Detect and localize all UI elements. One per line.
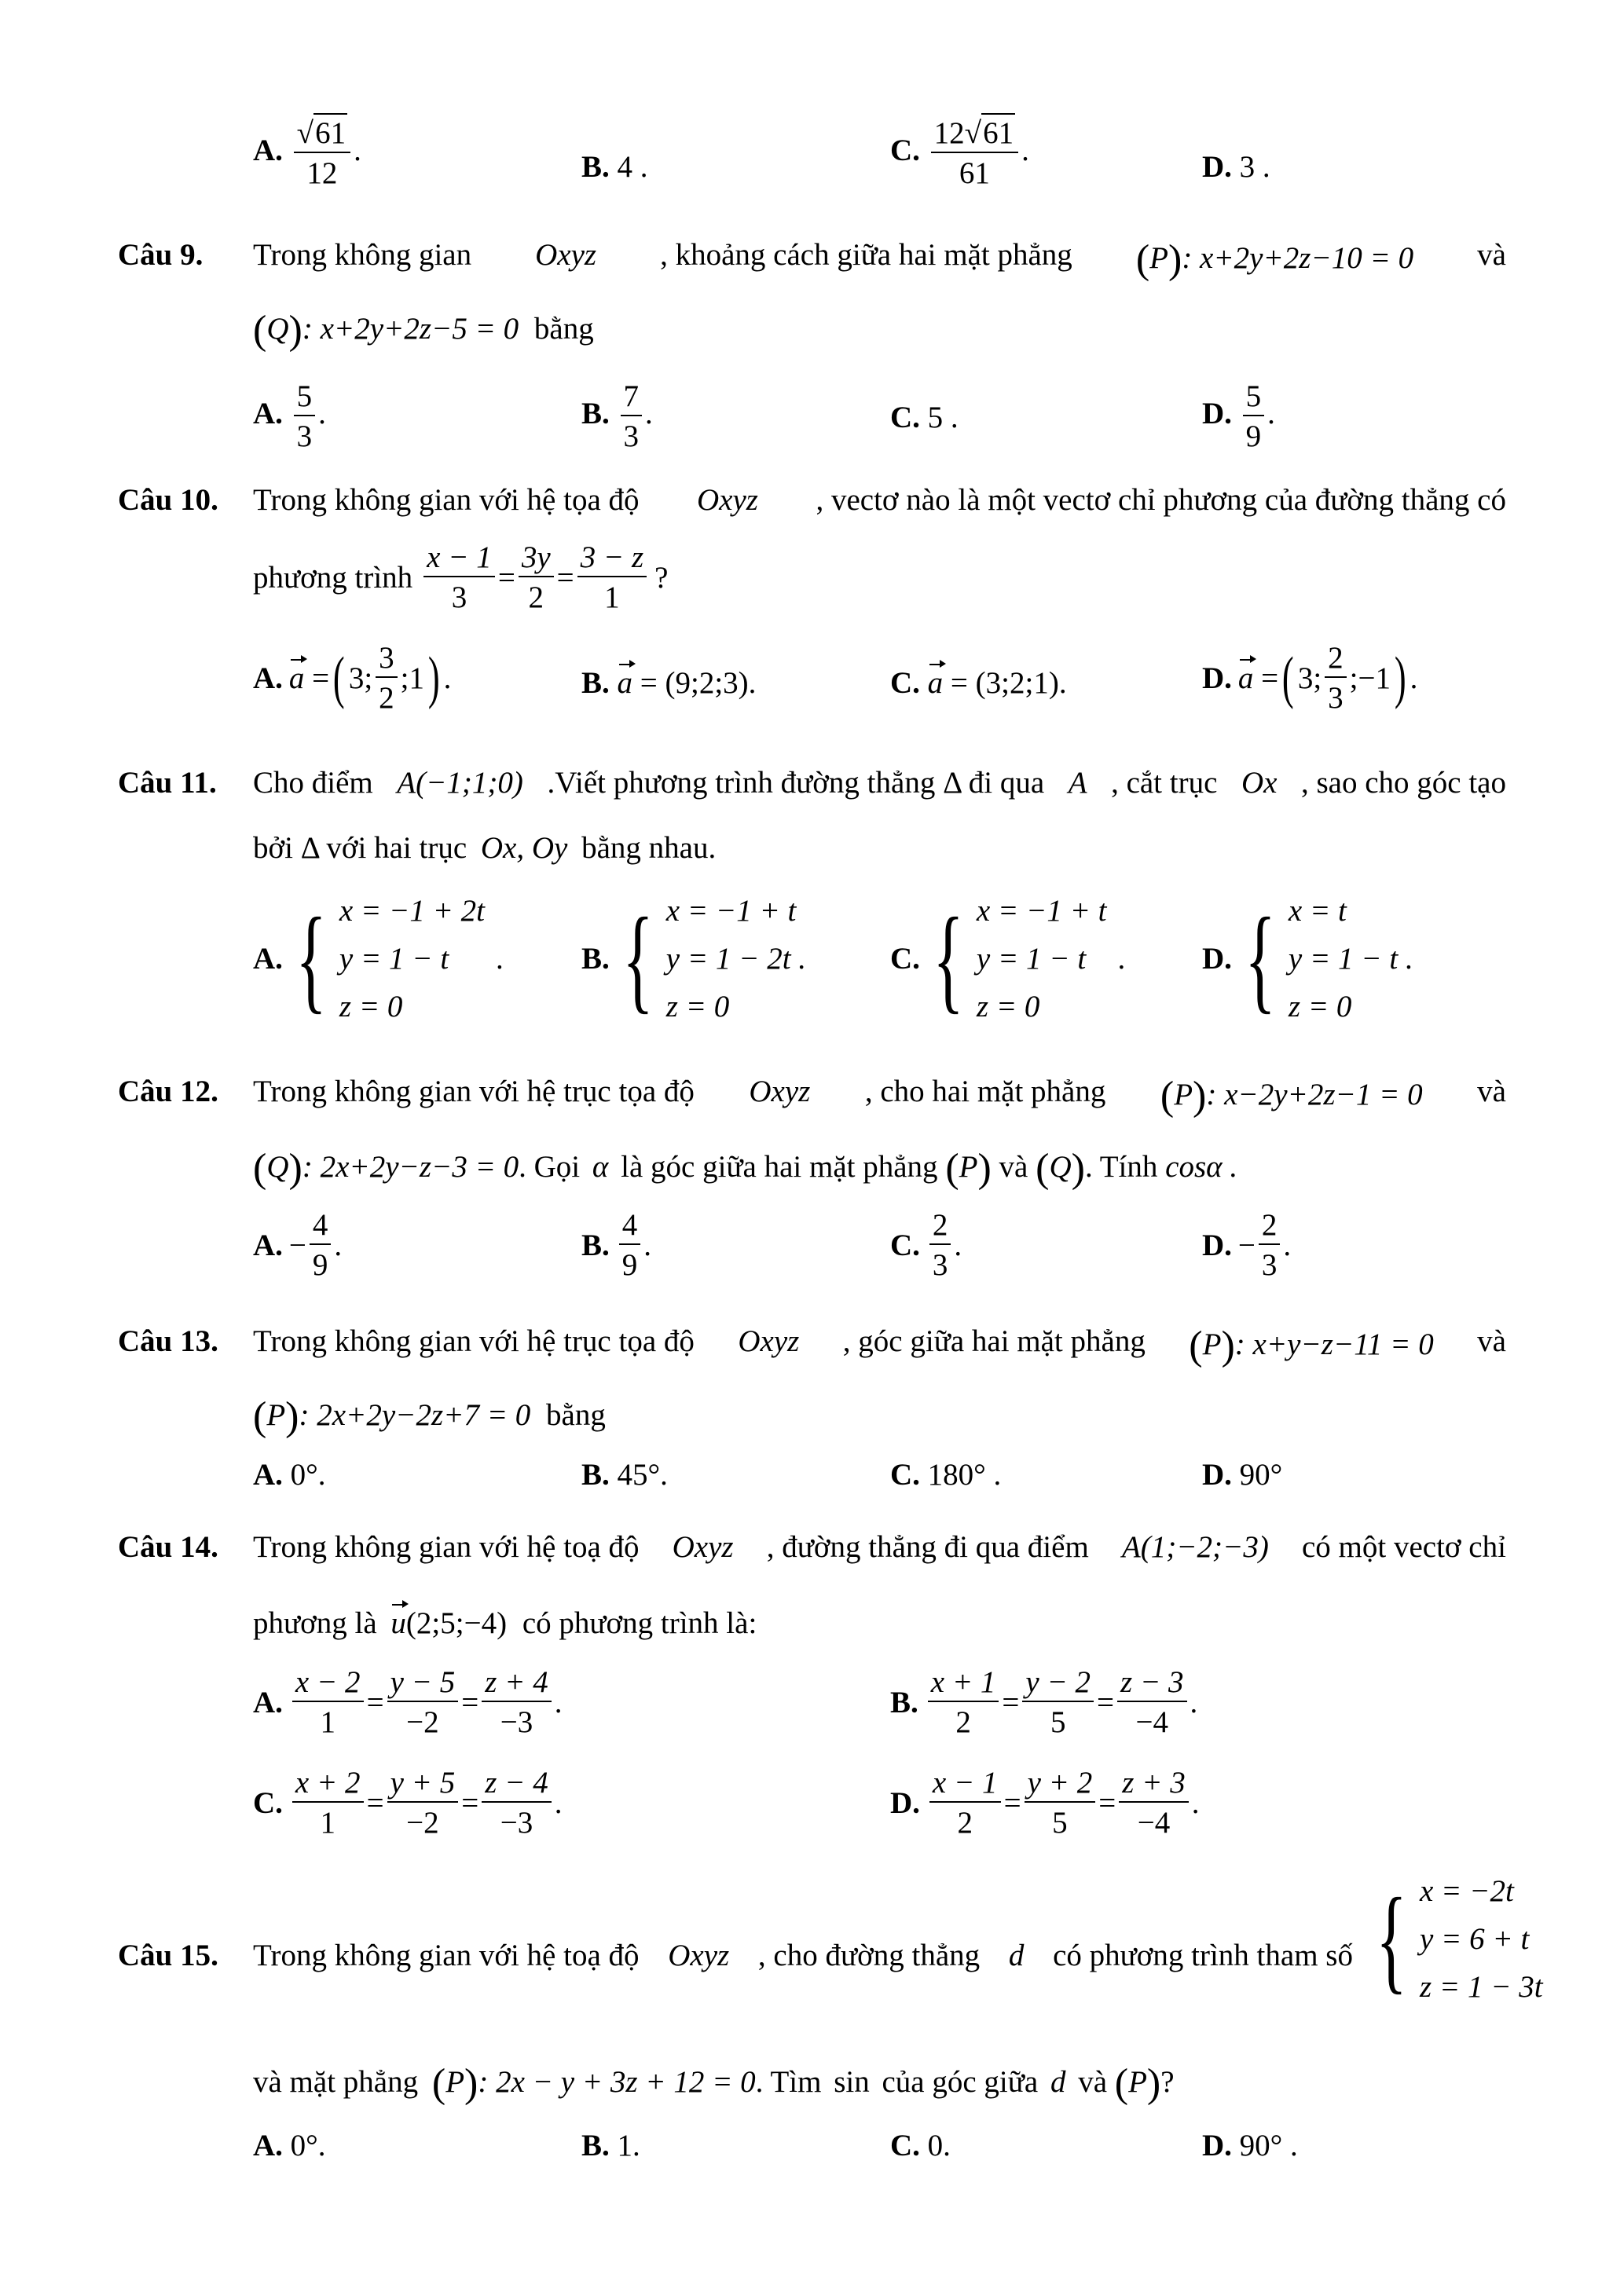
- numerator: 4: [619, 1210, 641, 1245]
- point-name: A: [1068, 766, 1087, 800]
- equation-system: [339, 895, 485, 1022]
- numerator: z + 3: [1119, 1767, 1189, 1803]
- punctuation: .: [354, 133, 361, 167]
- axis-name: Ox: [1241, 766, 1278, 800]
- punctuation: .: [1267, 396, 1275, 430]
- left-brace: {: [295, 893, 327, 1024]
- stem-text: , cho hai mặt phẳng: [864, 1075, 1106, 1108]
- stem-text: Trong không gian với hệ toạ độ: [253, 1939, 640, 1972]
- equation-system: [1420, 1876, 1543, 2002]
- option-label: C.: [890, 1228, 920, 1262]
- equation-row: x = −1 + 2t: [339, 894, 486, 928]
- denominator: 5: [1050, 1705, 1066, 1739]
- equals: =: [1097, 1685, 1115, 1719]
- equation-row: z = 0: [339, 990, 403, 1023]
- option-label: A.: [253, 1458, 283, 1492]
- stem-text: Trong không gian: [253, 238, 472, 272]
- component: ;−1: [1349, 661, 1391, 695]
- equation-row: y = 1 − t: [976, 942, 1087, 976]
- stem-text: , sao cho góc tạo: [1300, 766, 1506, 800]
- plane-name: P: [266, 1398, 286, 1432]
- equation-row: x = −2t: [1420, 1874, 1514, 1908]
- option-value: (9;2;3): [665, 666, 749, 700]
- option-value: 90°: [1239, 1458, 1283, 1492]
- equation-row: y = 1 − 2t .: [665, 942, 807, 976]
- component: ;1: [400, 661, 425, 695]
- q15-option-a: [253, 2130, 326, 2161]
- equals: =: [1003, 1785, 1021, 1820]
- option-label: D.: [1202, 150, 1232, 184]
- option-label: B.: [890, 1685, 918, 1719]
- q10-option-c: C. a = (3;2;1).: [890, 666, 1067, 700]
- option-label: D.: [1202, 661, 1232, 695]
- stem-text: . Gọi: [519, 1150, 581, 1184]
- q12-stem-line2: (Q): 2x+2y−z−3 = 0. Gọi α là góc giữa hai mặt phẳng (P) và (Q). Tính cosα .: [253, 1146, 1238, 1191]
- stem-text: .Viết phương trình đường thẳng Δ đi qua: [547, 766, 1045, 800]
- component: 3;: [348, 661, 373, 695]
- sqrt-value: 61: [981, 113, 1015, 150]
- q9-label: Câu 9.: [118, 238, 203, 272]
- denominator: −4: [1137, 1806, 1171, 1840]
- stem-text: là góc giữa hai mặt phẳng: [621, 1150, 938, 1184]
- vector-symbol: a: [617, 666, 633, 700]
- q12-option-c: [890, 1210, 962, 1280]
- q8-option-a: A. $\frac{√61}{12}$ .: [253, 118, 361, 189]
- q13-stem-line1: [253, 1326, 1506, 1367]
- q15-option-b: [581, 2130, 640, 2161]
- denominator: 3: [1261, 1248, 1278, 1282]
- option-value: 1.: [617, 2129, 640, 2162]
- q12-stem-line1: [253, 1076, 1506, 1117]
- q10-stem-line1: [253, 485, 1506, 515]
- vector-symbol: u: [390, 1606, 406, 1640]
- stem-text: , cho đường thẳng: [757, 1939, 981, 1972]
- option-label: A.: [253, 1228, 283, 1262]
- q13-option-d: [1202, 1459, 1282, 1490]
- denominator: 9: [1245, 419, 1262, 453]
- equation-row: x = t: [1288, 894, 1347, 928]
- q11-option-b: [581, 895, 806, 1022]
- stem-text: Trong không gian với hệ toạ độ: [253, 1530, 640, 1564]
- coordinate-system: Oxyz: [668, 1939, 730, 1972]
- question-mark: ?: [1160, 2065, 1175, 2099]
- equation: : 2x+2y−z−3 = 0: [302, 1150, 519, 1184]
- numerator: 3y: [519, 542, 554, 577]
- left-brace: {: [621, 893, 654, 1024]
- numerator: z + 4: [482, 1667, 552, 1702]
- numerator: x − 1: [929, 1767, 1001, 1803]
- option-value: 180° .: [927, 1458, 1002, 1492]
- option-label: C.: [890, 133, 920, 167]
- denominator: 3: [296, 419, 313, 453]
- stem-text: và: [1477, 238, 1506, 272]
- stem-text: Trong không gian với hệ trục tọa độ: [253, 1075, 695, 1108]
- stem-text: , góc giữa hai mặt phẳng: [842, 1324, 1146, 1358]
- numerator: x + 2: [292, 1767, 364, 1803]
- plane-name: Q: [1049, 1150, 1072, 1184]
- q14-stem-line1: [253, 1532, 1506, 1562]
- punctuation: .: [318, 396, 326, 430]
- option-label: C.: [890, 2129, 920, 2162]
- equation-row: y = 1 − t .: [1288, 942, 1413, 976]
- numerator: 4: [310, 1210, 332, 1245]
- option-label: A.: [253, 1685, 283, 1719]
- vector-symbol: a: [927, 666, 944, 700]
- equals: =: [366, 1785, 384, 1820]
- stem-text: và: [1078, 2065, 1107, 2099]
- option-label: C.: [890, 666, 920, 700]
- q15-stem-line1: [253, 1940, 1353, 1971]
- numerator: y + 5: [387, 1767, 459, 1803]
- denominator: 9: [312, 1248, 328, 1282]
- question-mark: ?: [654, 560, 669, 595]
- denominator: 1: [320, 1806, 335, 1840]
- plane-p-equation: (P): x+y−z−11 = 0: [1189, 1324, 1434, 1368]
- plane-p-equation: (P): x+2y+2z−10 = 0: [1135, 237, 1414, 282]
- stem-text: bằng nhau.: [581, 831, 717, 865]
- equals: =: [461, 1685, 479, 1719]
- option-label: D.: [1202, 2129, 1232, 2162]
- q9-option-a: [253, 381, 326, 452]
- point: A(−1;1;0): [397, 766, 523, 800]
- denominator: 3: [623, 419, 640, 453]
- option-value: 45°.: [617, 1458, 668, 1492]
- punctuation: .: [1190, 1685, 1198, 1719]
- q10-option-a: A. a = ( 3; $\frac{3}{2}$ ;1 ) .: [253, 641, 452, 715]
- vector-symbol: a: [1237, 661, 1254, 695]
- punctuation: .: [645, 396, 653, 430]
- equals: =: [461, 1785, 479, 1820]
- q9-stem-line1: [253, 237, 1506, 282]
- plane-name: P: [445, 2065, 465, 2099]
- stem-text: và mặt phẳng: [253, 2065, 419, 2099]
- option-value: 4 .: [617, 150, 648, 184]
- equation: : x+y−z−11 = 0: [1234, 1327, 1434, 1361]
- equation-system: [666, 895, 806, 1022]
- option-label: B.: [581, 942, 610, 976]
- stem-text: và: [999, 1150, 1028, 1184]
- q14-label: Câu 14.: [118, 1530, 218, 1564]
- denominator: 1: [320, 1705, 335, 1739]
- q12-label: Câu 12.: [118, 1075, 218, 1108]
- equation-row: x = −1 + t: [665, 894, 797, 928]
- q11-option-a: [253, 895, 504, 1022]
- denominator: 2: [379, 681, 394, 715]
- punctuation: .: [1410, 661, 1418, 695]
- denominator: 1: [604, 580, 620, 614]
- coordinate-system: Oxyz: [672, 1530, 734, 1564]
- numerator: z − 3: [1117, 1667, 1187, 1702]
- q15-label: Câu 15.: [118, 1939, 218, 1972]
- q13-option-b: [581, 1459, 668, 1490]
- left-brace: {: [1245, 893, 1276, 1024]
- plane-name: P: [959, 1150, 978, 1184]
- vector-symbol: a: [288, 661, 305, 695]
- option-label: B.: [581, 150, 610, 184]
- q9-option-c: [890, 402, 959, 433]
- equation-row: z = 0: [1288, 990, 1352, 1023]
- punctuation: .: [1058, 666, 1067, 700]
- denominator: −3: [500, 1806, 533, 1840]
- equals: =: [497, 560, 515, 595]
- option-label: B.: [581, 1458, 610, 1492]
- equation-row: y = 6 + t: [1420, 1922, 1530, 1956]
- denominator: 3: [451, 580, 467, 614]
- sqrt-value: 61: [313, 113, 347, 150]
- numerator: 2: [1325, 643, 1347, 678]
- stem-text: có phương trình là:: [522, 1606, 757, 1640]
- equals: =: [556, 560, 574, 595]
- plane-name: Q: [266, 1150, 289, 1184]
- stem-text: của góc giữa: [882, 2065, 1039, 2099]
- stem-text: . Tìm: [755, 2065, 822, 2099]
- stem-text: Cho điểm: [253, 766, 373, 800]
- q8-option-b: [581, 152, 648, 182]
- q13-option-a: [253, 1459, 326, 1490]
- punctuation: .: [643, 1228, 652, 1262]
- plane-name: P: [1149, 241, 1168, 275]
- stem-text: , khoảng cách giữa hai mặt phẳng: [660, 238, 1072, 272]
- option-label: D.: [890, 1785, 920, 1820]
- option-value: 0°.: [290, 2129, 326, 2162]
- cos-alpha: cosα .: [1165, 1150, 1238, 1184]
- stem-text: phương là: [253, 1606, 377, 1640]
- q11-stem-line2: [253, 833, 716, 863]
- stem-text: Trong không gian với hệ trục tọa độ: [253, 1324, 695, 1358]
- numerator: 5: [294, 381, 316, 416]
- punctuation: .: [554, 1685, 563, 1719]
- option-label: B.: [581, 1228, 610, 1262]
- q8-option-d: [1202, 152, 1270, 182]
- denominator: 3: [932, 1248, 948, 1282]
- q10-option-d: D. a = ( 3; $\frac{2}{3}$ ;−1 ) .: [1202, 641, 1418, 715]
- equals: =: [1002, 1685, 1020, 1719]
- line-name: d: [1050, 2065, 1066, 2099]
- numerator: 2: [929, 1210, 951, 1245]
- numerator: x − 1: [423, 542, 495, 577]
- q14-option-b: [890, 1667, 1197, 1738]
- numerator: z − 4: [482, 1767, 552, 1803]
- option-value: (3;2;1): [975, 666, 1059, 700]
- option-label: B.: [581, 396, 610, 430]
- punctuation: .: [1021, 133, 1029, 167]
- q15-stem-line2: và mặt phẳng (P): 2x − y + 3z + 12 = 0. Tìm sin của góc giữa d và (P)?: [253, 2061, 1175, 2106]
- q11-option-c: [890, 895, 1125, 1022]
- minus-sign: −: [288, 1228, 306, 1262]
- point: A(1;−2;−3): [1121, 1530, 1269, 1564]
- option-label: A.: [253, 396, 283, 430]
- q14-option-a: [253, 1667, 562, 1738]
- equals: =: [1098, 1785, 1116, 1820]
- option-label: B.: [581, 2129, 610, 2162]
- stem-text: , vectơ nào là một vectơ chỉ phương của đường thẳng có: [816, 483, 1506, 517]
- plane-name: P: [1174, 1078, 1193, 1111]
- q14-stem-line2: [253, 1608, 757, 1639]
- q11-label: Câu 11.: [118, 766, 217, 800]
- equation-row: z = 1 − 3t: [1420, 1970, 1543, 2004]
- numerator: y − 2: [1022, 1667, 1094, 1702]
- denominator: −2: [406, 1705, 439, 1739]
- option-label: C.: [890, 942, 920, 976]
- coordinate-system: Oxyz: [535, 238, 597, 272]
- option-label: D.: [1202, 396, 1232, 430]
- q15-option-d: [1202, 2130, 1298, 2161]
- denominator: 12: [306, 156, 338, 190]
- option-label: A.: [253, 2129, 283, 2162]
- q13-option-c: [890, 1459, 1001, 1490]
- option-label: A.: [253, 942, 283, 976]
- vector-components: (2;5;−4): [405, 1606, 508, 1640]
- stem-text: bằng: [533, 312, 594, 346]
- numerator: x + 1: [928, 1667, 999, 1702]
- stem-text: phương trình: [253, 560, 413, 595]
- q12-option-b: [581, 1210, 651, 1280]
- angle-symbol: α: [592, 1150, 609, 1184]
- q11-stem-line1: [253, 767, 1506, 798]
- punctuation: .: [1283, 1228, 1292, 1262]
- punctuation: .: [554, 1785, 563, 1820]
- q12-option-d: [1202, 1210, 1291, 1280]
- equation-row: y = 1 − t: [339, 942, 449, 976]
- numerator: x − 2: [292, 1667, 364, 1702]
- equation-system: [1289, 895, 1413, 1022]
- q10-option-b: B. a = (9;2;3).: [581, 666, 757, 700]
- coefficient: 12: [933, 116, 965, 150]
- q9-option-d: [1202, 381, 1275, 452]
- stem-text: và: [1477, 1075, 1506, 1108]
- numerator: y − 5: [387, 1667, 459, 1702]
- denominator: −4: [1135, 1705, 1169, 1739]
- equation: : 2x − y + 3z + 12 = 0: [478, 2065, 756, 2099]
- stem-text: bằng: [546, 1398, 606, 1432]
- q15-parametric-system: [1363, 1873, 1543, 2005]
- stem-text: có phương trình tham số: [1053, 1939, 1353, 1972]
- equation-row: z = 0: [665, 990, 730, 1023]
- axis-names: Ox, Oy: [480, 831, 568, 865]
- denominator: 61: [959, 156, 990, 190]
- punctuation: .: [1117, 942, 1126, 976]
- numerator: 7: [621, 381, 643, 416]
- option-label: C.: [253, 1785, 283, 1820]
- numerator: 2: [1259, 1210, 1281, 1245]
- numerator: 3 − z: [577, 542, 647, 577]
- denominator: 2: [955, 1705, 971, 1739]
- equation: : 2x+2y−2z+7 = 0: [299, 1398, 531, 1432]
- denominator: 2: [528, 580, 544, 614]
- punctuation: .: [954, 1228, 962, 1262]
- q10-label: Câu 10.: [118, 483, 218, 517]
- option-label: A.: [253, 661, 283, 695]
- minus-sign: −: [1237, 1228, 1256, 1262]
- q13-label: Câu 13.: [118, 1324, 218, 1358]
- sin-function: sin: [834, 2065, 870, 2099]
- punctuation: .: [496, 942, 504, 976]
- option-label: D.: [1202, 1458, 1232, 1492]
- q15-option-c: [890, 2130, 951, 2161]
- q14-option-d: [890, 1767, 1199, 1838]
- punctuation: .: [334, 1228, 343, 1262]
- option-value: 0°.: [290, 1458, 326, 1492]
- equation: : x−2y+2z−1 = 0: [1206, 1078, 1423, 1111]
- stem-text: , đường thẳng đi qua điểm: [766, 1530, 1089, 1564]
- coordinate-system: Oxyz: [697, 483, 758, 517]
- option-value: 0.: [927, 2129, 951, 2162]
- plane-name: P: [1128, 2065, 1147, 2099]
- option-label: C.: [890, 401, 920, 434]
- equation-row: z = 0: [976, 990, 1040, 1023]
- coordinate-system: Oxyz: [738, 1324, 800, 1358]
- q9-stem-line2: (Q): x+2y+2z−5 = 0 bằng: [253, 308, 594, 353]
- left-brace: {: [1376, 1873, 1407, 2005]
- q14-option-c: [253, 1767, 562, 1838]
- equals: =: [366, 1685, 384, 1719]
- denominator: 5: [1052, 1806, 1068, 1840]
- option-value: 90° .: [1239, 2129, 1298, 2162]
- numerator: 3: [376, 643, 398, 678]
- q8-option-c: C. $\frac{12√61}{61}$ .: [890, 118, 1029, 189]
- denominator: 2: [957, 1806, 973, 1840]
- punctuation: .: [1191, 1785, 1200, 1820]
- q13-stem-line2: (P): 2x+2y−2z+7 = 0 bằng: [253, 1394, 606, 1439]
- denominator: 9: [621, 1248, 638, 1282]
- equation-system: [977, 895, 1107, 1022]
- numerator: y + 2: [1025, 1767, 1096, 1803]
- plane-name: Q: [266, 312, 289, 346]
- q12-option-a: [253, 1210, 342, 1280]
- denominator: −3: [500, 1705, 533, 1739]
- q9-option-b: [581, 381, 653, 452]
- left-brace: {: [933, 893, 964, 1024]
- option-label: B.: [581, 666, 610, 700]
- plane-name: P: [1202, 1327, 1222, 1361]
- coordinate-system: Oxyz: [749, 1075, 811, 1108]
- numerator: 5: [1243, 381, 1265, 416]
- q10-stem-line2: [253, 542, 668, 613]
- stem-text: và: [1477, 1324, 1506, 1358]
- option-label: D.: [1202, 942, 1232, 976]
- option-label: C.: [890, 1458, 920, 1492]
- equation: : x+2y+2z−5 = 0: [302, 312, 519, 346]
- equation: : x+2y+2z−10 = 0: [1182, 241, 1414, 275]
- plane-p-equation: (P): x−2y+2z−1 = 0: [1160, 1074, 1423, 1119]
- option-value: 5 .: [927, 401, 959, 434]
- punctuation: .: [748, 666, 757, 700]
- stem-text: , cắt trục: [1111, 766, 1218, 800]
- q11-option-d: [1202, 895, 1413, 1022]
- stem-text: bởi Δ với hai trục: [253, 831, 467, 865]
- option-label: A.: [253, 133, 283, 167]
- stem-text: Trong không gian với hệ tọa độ: [253, 483, 640, 517]
- denominator: −2: [406, 1806, 439, 1840]
- stem-text: có một vectơ chỉ: [1302, 1530, 1506, 1564]
- equation-row: x = −1 + t: [976, 894, 1107, 928]
- component: 3;: [1297, 661, 1322, 695]
- option-label: D.: [1202, 1228, 1232, 1262]
- stem-text: . Tính: [1084, 1150, 1158, 1184]
- line-name: d: [1008, 1939, 1025, 1972]
- denominator: 3: [1328, 681, 1344, 715]
- option-value: 3 .: [1239, 150, 1270, 184]
- punctuation: .: [443, 661, 452, 695]
